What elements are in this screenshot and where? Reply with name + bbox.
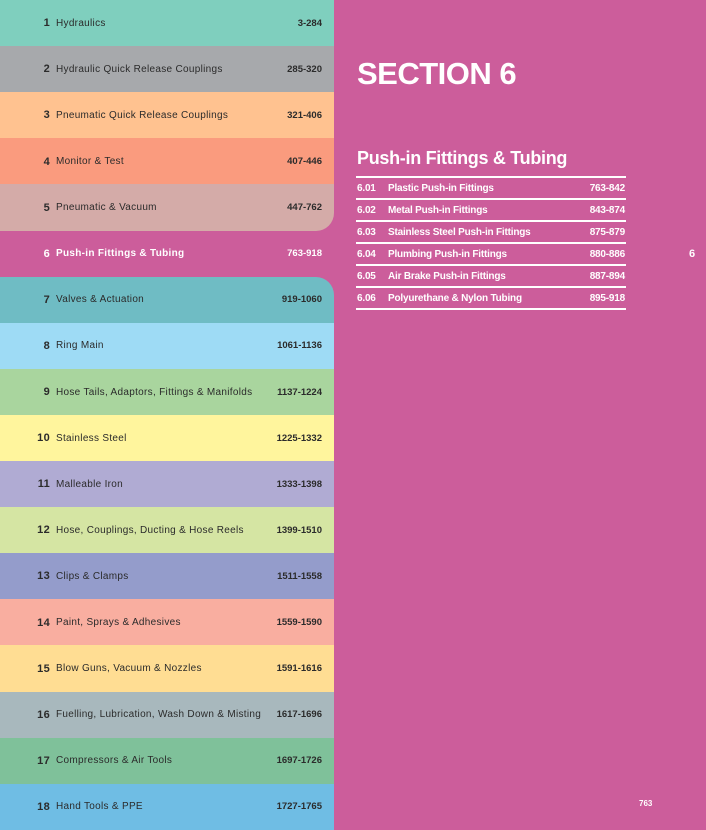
section-heading: SECTION 6 [357, 56, 517, 91]
edge-tab-number: 6 [689, 248, 696, 260]
toc-page-range: 1137-1224 [277, 386, 322, 398]
toc-title: Stainless Steel [56, 432, 127, 444]
toc-title: Hydraulic Quick Release Couplings [56, 63, 223, 75]
toc-number: 13 [37, 570, 50, 583]
toc-number: 12 [37, 524, 50, 537]
toc-number: 5 [43, 201, 50, 214]
toc-number: 11 [37, 478, 50, 491]
toc-title: Fuelling, Lubrication, Wash Down & Misting [56, 709, 262, 721]
subsection-item[interactable] [356, 244, 626, 266]
toc-page-range: 763-918 [287, 248, 322, 260]
subsection-name: Stainless Steel Push-in Fittings [388, 226, 531, 238]
toc-row-section-16[interactable] [0, 692, 334, 739]
subsection-item[interactable] [356, 200, 626, 222]
toc-row-section-5[interactable] [0, 184, 334, 231]
toc-title: Hand Tools & PPE [56, 801, 143, 813]
subsection-page-range: 880-886 [589, 248, 625, 260]
toc-row-section-18[interactable] [0, 784, 334, 830]
toc-row-section-8[interactable] [0, 323, 334, 370]
toc-title: Paint, Sprays & Adhesives [56, 617, 181, 629]
toc-page-range: 919-1060 [281, 294, 322, 306]
subsection-name: Air Brake Push-in Fittings [388, 270, 506, 282]
subsection-page-range: 763-842 [589, 182, 625, 194]
toc-page-range: 285-320 [287, 63, 322, 75]
toc-title: Hose, Couplings, Ducting & Hose Reels [56, 524, 244, 536]
toc-page-range: 447-762 [287, 202, 322, 214]
toc-page-range: 1511-1558 [277, 570, 322, 582]
subsection-item[interactable] [356, 222, 626, 244]
toc-title: Ring Main [56, 340, 104, 352]
toc-row-section-6[interactable] [0, 231, 334, 278]
toc-title: Monitor & Test [56, 156, 124, 168]
toc-page-range: 1617-1696 [276, 709, 322, 721]
toc-title: Compressors & Air Tools [56, 755, 173, 767]
subsection-heading: Push-in Fittings & Tubing [357, 148, 568, 168]
toc-number: 4 [43, 155, 50, 168]
toc-number: 9 [43, 386, 50, 399]
toc-row-section-4[interactable] [0, 138, 334, 185]
toc-title: Clips & Clamps [56, 570, 129, 582]
toc-row-section-9[interactable] [0, 369, 334, 416]
subsection-page-range: 875-879 [589, 226, 625, 238]
toc-number: 7 [43, 293, 50, 306]
subsection-page-range: 887-894 [589, 270, 625, 282]
toc-page-range: 1333-1398 [276, 478, 322, 490]
toc-row-section-10[interactable] [0, 415, 334, 462]
toc-number: 10 [37, 432, 50, 445]
toc-row-section-15[interactable] [0, 645, 334, 692]
toc-title: Pneumatic & Vacuum [56, 202, 157, 214]
subsection-name: Polyurethane & Nylon Tubing [388, 292, 522, 304]
toc-number: 8 [43, 339, 50, 352]
toc-page-range: 1559-1590 [276, 617, 322, 629]
toc-number: 16 [37, 708, 50, 721]
toc-number: 6 [43, 247, 50, 260]
toc-row-section-13[interactable] [0, 553, 334, 600]
toc-number: 3 [43, 109, 50, 122]
toc-row-section-1[interactable] [0, 0, 334, 47]
toc-title: Hydraulics [56, 17, 106, 29]
subsection-code: 6.04 [357, 248, 376, 260]
toc-page-range: 1399-1510 [276, 524, 322, 536]
subsection-item[interactable] [356, 266, 626, 288]
page-number: 763 [639, 799, 653, 808]
toc-page-range: 1727-1765 [276, 801, 322, 813]
subsection-code: 6.05 [357, 270, 376, 282]
subsection-code: 6.02 [357, 204, 376, 216]
subsection-code: 6.06 [357, 292, 376, 304]
toc-row-section-11[interactable] [0, 461, 334, 508]
subsection-item[interactable] [356, 178, 626, 200]
subsection-name: Plastic Push-in Fittings [388, 182, 494, 194]
toc-row-section-17[interactable] [0, 738, 334, 785]
toc-title: Valves & Actuation [56, 294, 145, 306]
toc-row-section-3[interactable] [0, 92, 334, 139]
toc-page-range: 1061-1136 [277, 340, 322, 352]
toc-title: Blow Guns, Vacuum & Nozzles [56, 663, 202, 675]
toc-page-range: 407-446 [287, 156, 322, 168]
toc-title: Push-in Fittings & Tubing [56, 248, 185, 260]
subsection-page-range: 895-918 [589, 292, 625, 304]
section-index [0, 0, 334, 828]
subsection-code: 6.03 [357, 226, 376, 238]
subsection-list [356, 176, 626, 310]
toc-page-range: 1591-1616 [276, 663, 322, 675]
subsection-name: Metal Push-in Fittings [388, 204, 488, 216]
toc-page-range: 1697-1726 [276, 755, 322, 767]
toc-page-range: 321-406 [287, 109, 322, 121]
toc-number: 17 [37, 754, 50, 767]
toc-title: Malleable Iron [56, 478, 124, 490]
toc-page-range: 1225-1332 [276, 432, 322, 444]
toc-number: 15 [37, 662, 50, 675]
toc-number: 18 [37, 800, 50, 813]
toc-page-range: 3-284 [297, 17, 322, 29]
toc-number: 1 [43, 17, 50, 30]
toc-title: Pneumatic Quick Release Couplings [56, 109, 229, 121]
subsection-page-range: 843-874 [589, 204, 625, 216]
toc-number: 2 [43, 63, 50, 76]
toc-row-section-7[interactable] [0, 277, 334, 324]
subsection-item[interactable] [356, 288, 626, 310]
subsection-name: Plumbing Push-in Fittings [388, 248, 507, 260]
toc-row-section-2[interactable] [0, 46, 334, 93]
toc-title: Hose Tails, Adaptors, Fittings & Manifolds [56, 386, 253, 398]
toc-row-section-14[interactable] [0, 599, 334, 646]
toc-number: 14 [37, 616, 50, 629]
subsection-code: 6.01 [357, 182, 376, 194]
toc-row-section-12[interactable] [0, 507, 334, 554]
